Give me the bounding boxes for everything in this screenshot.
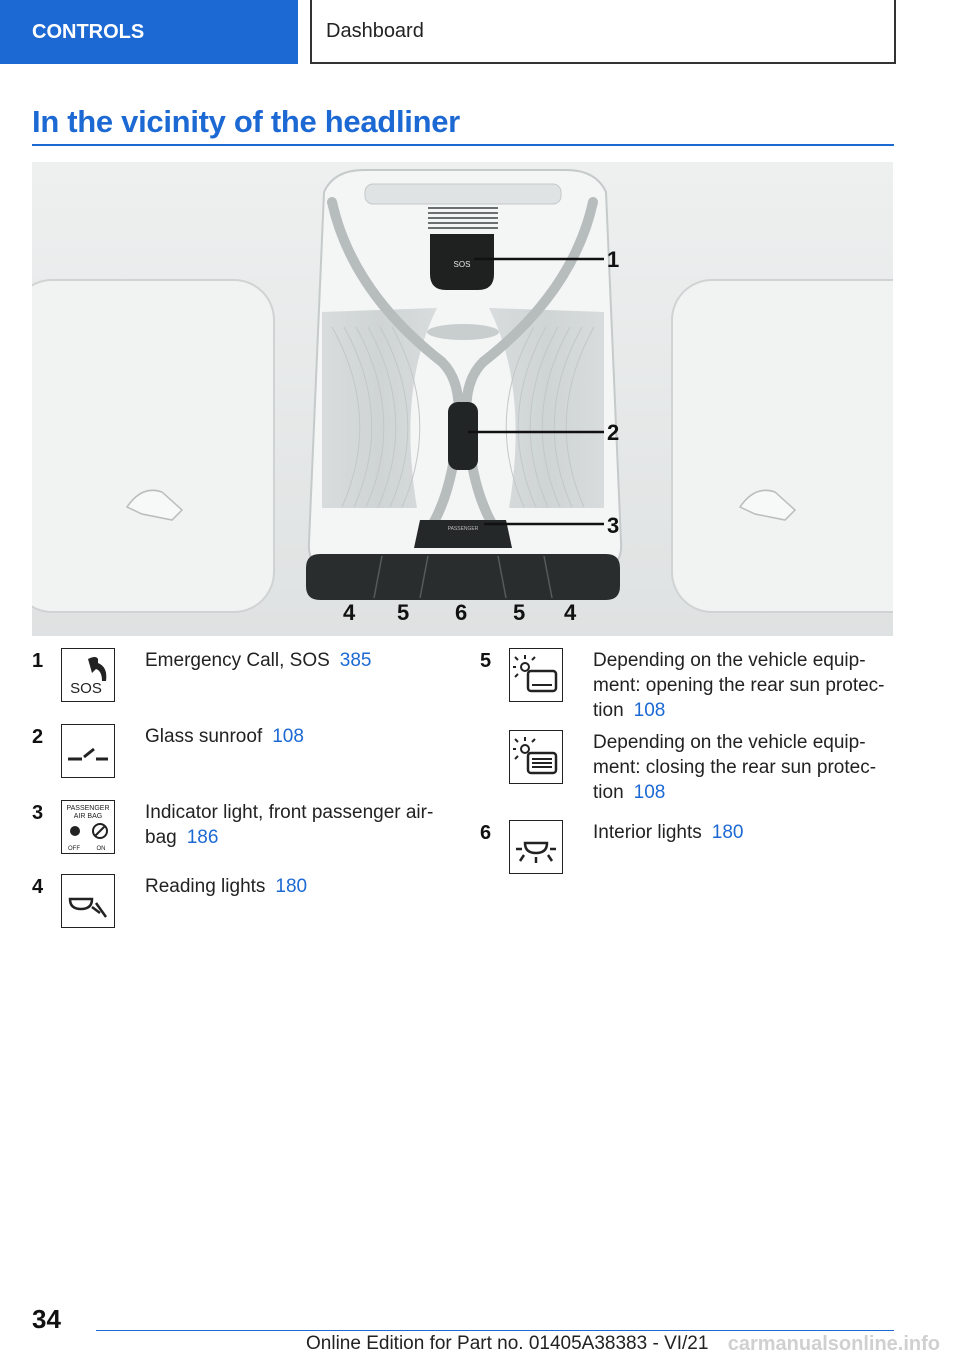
section-tab [0, 0, 298, 64]
callout-5-left: 5 [397, 600, 410, 625]
callout-6: 6 [455, 600, 468, 625]
item-text-line: Depending on the vehicle equip‐ [593, 650, 866, 671]
sos-button-label: SOS [453, 260, 471, 269]
callout-3: 3 [607, 513, 620, 538]
footer-divider [96, 1330, 894, 1331]
sun-protection-close-icon [509, 730, 563, 784]
item-text: Interior lights [593, 822, 702, 843]
item-number: 4 [32, 876, 44, 898]
icon-label-passenger: PASSENGER [66, 805, 110, 812]
item-text-line: Indicator light, front passenger air‐ [145, 802, 434, 823]
callout-5-right: 5 [513, 600, 526, 625]
icon-label-off: OFF [68, 846, 80, 852]
page-ref-link[interactable]: 108 [272, 726, 304, 747]
interior-light-icon [509, 820, 563, 874]
page-ref-link[interactable]: 180 [711, 822, 744, 843]
callout-4-right: 4 [564, 600, 577, 625]
callout-4-left: 4 [343, 600, 356, 625]
svg-text:SOS: SOS [70, 680, 102, 697]
page-ref-link[interactable]: 180 [275, 876, 308, 897]
item-text-line: ment: closing the rear sun protec‐ [593, 757, 877, 778]
item-number: 5 [480, 650, 492, 672]
headliner-figure [32, 162, 893, 636]
sos-icon [61, 648, 115, 702]
section-label: CONTROLS [32, 20, 145, 43]
item-number: 1 [32, 650, 44, 672]
callout-2: 2 [607, 420, 620, 445]
page-ref-link[interactable]: 385 [339, 650, 372, 671]
icon-label-on: ON [96, 846, 106, 852]
item-text-line: Depending on the vehicle equip‐ [593, 732, 866, 753]
item-text: Reading lights [145, 876, 266, 897]
glass-sunroof-icon [61, 724, 115, 778]
page-ref-link[interactable]: 186 [186, 827, 219, 848]
passenger-airbag-indicator-icon [61, 800, 115, 854]
icon-label-airbag: AIR BAG [73, 813, 103, 820]
item-text-line: bag [145, 827, 177, 848]
airbag-panel-label: PASSENGER [447, 526, 479, 532]
footer-edition: Online Edition for Part no. 01405A38383 - VI/21 [306, 1333, 709, 1354]
item-number: 6 [480, 822, 492, 844]
reading-light-icon [61, 874, 115, 928]
title-divider [32, 144, 894, 146]
watermark: carmanualsonline.info [727, 1333, 940, 1355]
item-text-line: ment: opening the rear sun protec‐ [593, 675, 885, 696]
item-number: 2 [32, 726, 44, 748]
item-text: Emergency Call, SOS [145, 650, 330, 671]
item-text: Glass sunroof [145, 726, 263, 747]
sun-protection-open-icon [509, 648, 563, 702]
page-number: 34 [32, 1304, 61, 1334]
item-number: 3 [32, 802, 44, 824]
item-text-line: tion [593, 700, 624, 721]
chapter-tab [310, 0, 896, 64]
page-title: In the vicinity of the headliner [32, 104, 460, 139]
page-ref-link[interactable]: 108 [633, 782, 666, 803]
item-text-line: tion [593, 782, 624, 803]
chapter-label: Dashboard [326, 19, 424, 42]
callout-1: 1 [607, 247, 620, 272]
page-ref-link[interactable]: 108 [633, 700, 666, 721]
